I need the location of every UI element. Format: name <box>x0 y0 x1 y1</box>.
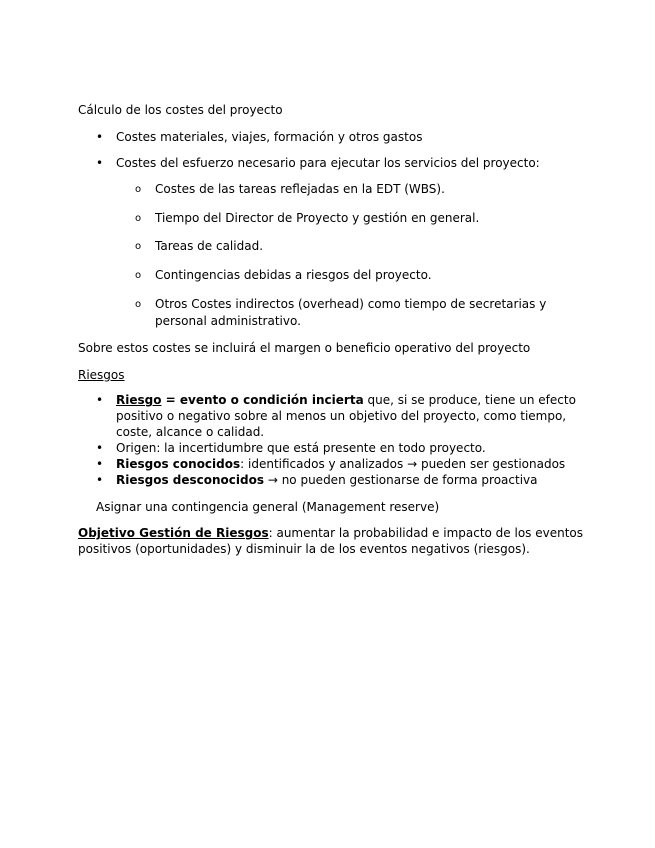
margin-paragraph: Sobre estos costes se incluirá el margen o beneficio operativo del proyecto <box>78 341 531 355</box>
contingency-note: Asignar una contingencia general (Management reserve) <box>96 500 440 514</box>
cost-item: Costes del esfuerzo necesario para ejecutar los servicios del proyecto: <box>116 156 540 170</box>
effort-item: Costes de las tareas reflejadas en la EDT (WBS). <box>155 182 445 196</box>
risk-term: Riesgo <box>116 393 162 407</box>
section-heading-costs: Cálculo de los costes del proyecto <box>78 103 283 117</box>
section-heading-risks: Riesgos <box>78 368 125 382</box>
sub-bullet-icon: o <box>135 270 142 281</box>
effort-item: Otros Costes indirectos (overhead) como tiempo de secretarias y <box>155 297 547 311</box>
sub-bullet-icon: o <box>135 213 142 224</box>
bullet-icon: • <box>96 473 104 487</box>
effort-item: Tiempo del Director de Proyecto y gestión en general. <box>155 211 480 225</box>
bullet-icon: • <box>96 393 104 407</box>
risk-objective <box>78 525 583 541</box>
risk-objective-continuation: positivos (oportunidades) y disminuir la de los eventos negativos (riesgos). <box>78 542 530 556</box>
risk-definition-continuation: positivo o negativo sobre al menos un objetivo del proyecto, como tiempo, <box>116 409 567 423</box>
sub-bullet-icon: o <box>135 299 142 310</box>
sub-bullet-icon: o <box>135 184 142 195</box>
risk-origin: Origen: la incertidumbre que está presente en todo proyecto. <box>116 441 486 455</box>
cost-item: Costes materiales, viajes, formación y otros gastos <box>116 130 423 144</box>
effort-item: Contingencias debidas a riesgos del proyecto. <box>155 268 432 282</box>
unknown-risks-term: Riesgos desconocidos <box>116 473 265 487</box>
bullet-icon: • <box>96 441 104 455</box>
risk-definition-text: que, si se produce, tiene un efecto <box>363 393 576 407</box>
risk-objective-text: : aumentar la probabilidad e impacto de los eventos <box>268 526 584 540</box>
bullet-icon: • <box>96 156 104 170</box>
known-risks <box>116 456 565 472</box>
risk-objective-term: Objetivo Gestión de Riesgos <box>78 526 269 540</box>
risk-definition-continuation: coste, alcance o calidad. <box>116 425 265 439</box>
bullet-icon: • <box>96 457 104 471</box>
unknown-risks-text: → no pueden gestionarse de forma proactiva <box>264 473 538 487</box>
risk-definition <box>116 392 576 408</box>
sub-bullet-icon: o <box>135 241 142 252</box>
unknown-risks <box>116 472 538 488</box>
effort-item-continuation: personal administrativo. <box>155 314 301 328</box>
known-risks-term: Riesgos conocidos <box>116 457 241 471</box>
effort-item: Tareas de calidad. <box>155 239 264 253</box>
risk-definition-bold: = evento o condición incierta <box>161 393 364 407</box>
bullet-icon: • <box>96 130 104 144</box>
known-risks-text: : identificados y analizados → pueden ser gestionados <box>240 457 566 471</box>
